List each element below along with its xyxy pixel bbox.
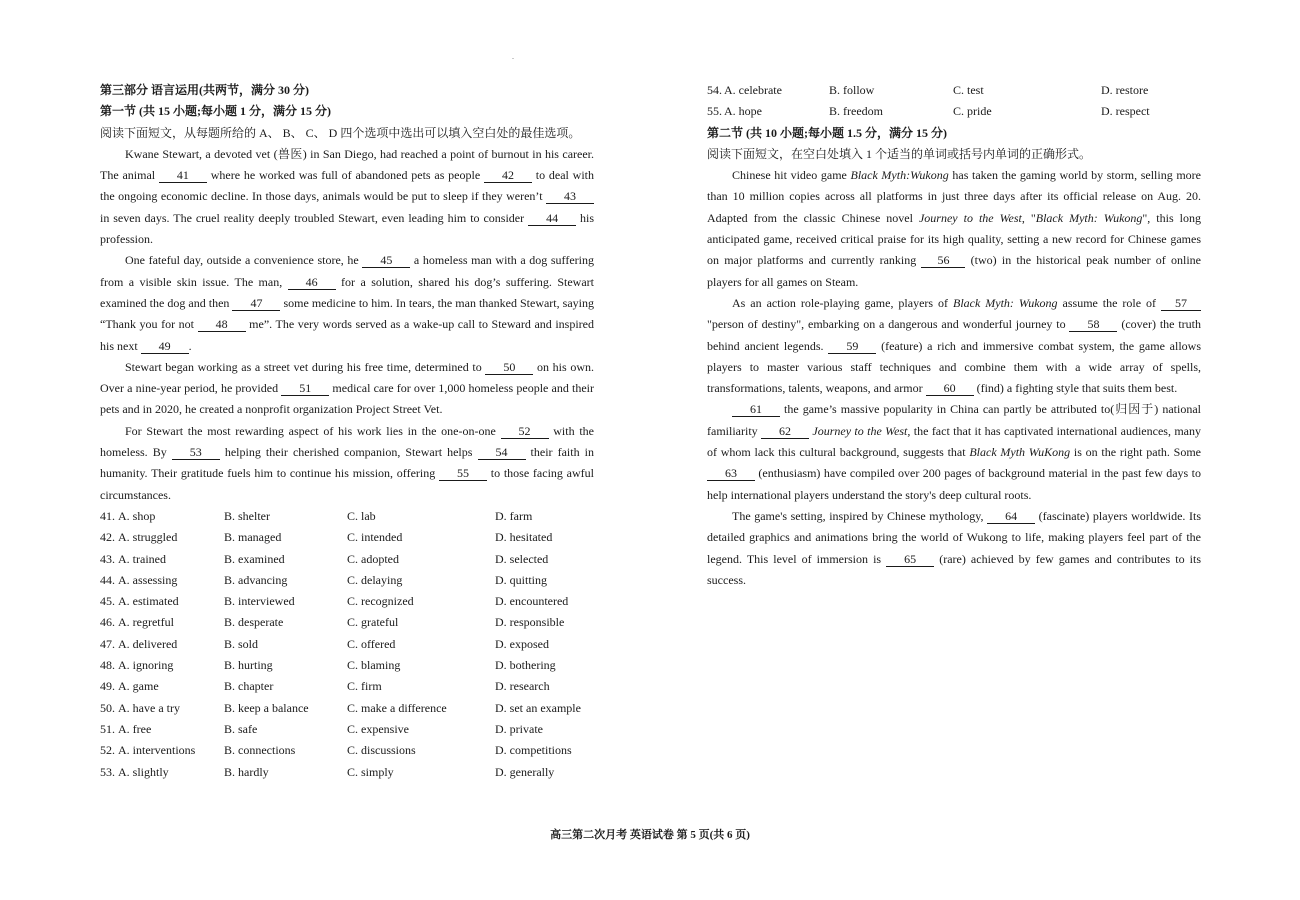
blank-46: 46	[288, 276, 336, 290]
option-row-48: 48. A. ignoring B. hurting C. blaming D. bothering	[100, 658, 556, 673]
option-row-44: 44. A. assessing B. advancing C. delaying D. quitting	[100, 572, 548, 587]
section2-instructions: 阅读下面短文，在空白处填入 1 个适当的单词或括号内单词的正确形式。	[707, 146, 1092, 161]
option-row-43: 43. A. trained B. examined C. adopted D. selected	[100, 551, 549, 566]
options-list-54-55	[707, 80, 1201, 123]
option-row-50: 50. A. have a try B. keep a balance C. make a difference D. set an example	[100, 700, 581, 715]
option-row-54: 54. A. celebrate B. follow C. test D. restore	[707, 83, 1149, 97]
blank-60: 60	[926, 382, 974, 396]
passage2-paragraph-1: Chinese hit video game Black Myth:Wukong has taken the gaming world by storm, selling more than 10 million copies across all platforms in just three days after its official release on Aug. 20. Adapted from the classic Chinese novel Journey to the West, "Black Myth: Wukong", this long anticipated game, received critical praise for its high quality, setting a new record for Chinese games on major platforms and currently ranking 56 (two) in the historical peak number of online players for all games on Steam.	[707, 168, 1201, 289]
blank-62: 62	[761, 425, 809, 439]
blank-57: 57	[1161, 297, 1201, 311]
option-row-49: 49. A. game B. chapter C. firm D. research	[100, 679, 550, 694]
right-column	[707, 80, 1201, 591]
passage2-paragraph-2: As an action role-playing game, players of Black Myth: Wukong assume the role of 57 "person of destiny", embarking on a dangerous and wonderful journey to 58 (cover) the truth behind ancient legends. 59 (feature) a rich and immersive combat system, the game allows players to master various staff techniques and combine them with a wide array of spells, transformations, talents, weapons, and armor 60 (find) a fighting style that suits them best.	[707, 295, 1202, 396]
blank-47: 47	[232, 297, 280, 311]
blank-44: 44	[528, 212, 576, 226]
passage1-paragraph-1: Kwane Stewart, a devoted vet (兽医) in San Diego, had reached a point of burnout in his career. The animal 41 where he worked was full of abandoned pets as people 42 to deal with the ongoing economic decline. In those days, animals would be put to sleep if they weren’t 43 in seven days. The cruel reality deeply troubled Stewart, even leading him to consider 44 his profession.	[100, 146, 595, 247]
blank-55: 55	[439, 467, 487, 481]
blank-50: 50	[485, 361, 533, 375]
option-row-46: 46. A. regretful B. desperate C. grateful D. responsible	[100, 615, 565, 630]
blank-51: 51	[281, 382, 329, 396]
blank-49: 49	[141, 340, 189, 354]
passage1-paragraph-4: For Stewart the most rewarding aspect of his work lies in the one-on-one 52 with the homeless. By 53 helping their cherished companion, Stewart helps 54 their faith in humanity. Their gratitude fuels him to continue his mission, offering 55 to those facing awful circumstances.	[100, 423, 595, 502]
passage1-paragraph-3: Stewart began working as a street vet during his free time, determined to 50 on his own. Over a nine-year period, he provided 51 medical care for over 1,000 homeless people and their pets and in 2020, he created a nonprofit organization Project Street Vet.	[100, 359, 595, 417]
blank-61: 61	[732, 403, 780, 417]
blank-52: 52	[501, 425, 549, 439]
blank-41: 41	[159, 169, 207, 183]
part-title: 第三部分 语言运用(共两节，满分 30 分)	[100, 83, 309, 97]
option-row-47: 47. A. delivered B. sold C. offered D. exposed	[100, 636, 549, 651]
blank-48: 48	[198, 318, 246, 332]
option-row-41: 41. A. shop B. shelter C. lab D. farm	[100, 508, 533, 523]
option-row-52: 52. A. interventions B. connections C. discussions D. competitions	[100, 743, 572, 758]
options-list-41-53	[100, 506, 594, 783]
option-row-45: 45. A. estimated B. interviewed C. recognized D. encountered	[100, 594, 569, 609]
left-column	[100, 80, 594, 783]
page-footer: 高三第二次月考 英语试卷 第 5 页(共 6 页)	[550, 829, 750, 841]
blank-56: 56	[921, 254, 965, 268]
blank-63: 63	[707, 467, 755, 481]
section1-title: 第一节 (共 15 小题;每小题 1 分，满分 15 分)	[100, 104, 331, 119]
blank-53: 53	[172, 446, 220, 460]
option-row-42: 42. A. struggled B. managed C. intended D. hesitated	[100, 530, 553, 545]
blank-42: 42	[484, 169, 532, 183]
option-row-55: 55. A. hope B. freedom C. pride D. respect	[707, 104, 1150, 119]
passage2-paragraph-4: The game's setting, inspired by Chinese mythology, 64 (fascinate) players worldwide. Its detailed graphics and animations bring the world of Wukong to life, making players feel part of the legend. This level of immersion is 65 (rare) achieved by few games and contributes to its success.	[707, 508, 1202, 587]
blank-54: 54	[478, 446, 526, 460]
blank-59: 59	[828, 340, 876, 354]
option-row-51: 51. A. free B. safe C. expensive D. private	[100, 721, 543, 736]
scan-dot: .	[512, 52, 514, 61]
blank-45: 45	[362, 254, 410, 268]
passage1-paragraph-2: One fateful day, outside a convenience store, he 45 a homeless man with a dog suffering from a visible skin issue. The man, 46 for a solution, shared his dog’s suffering. Stewart examined the dog and then 47 some medicine to him. In tears, the man thanked Stewart, saying “Thank you for not 48 me”. The very words served as a wake-up call to Steward and inspired his next 49 .	[100, 253, 594, 353]
option-row-53: 53. A. slightly B. hardly C. simply D. generally	[100, 764, 555, 779]
section1-instructions: 阅读下面短文，从每题所给的 A、 B、 C、 D 四个选项中选出可以填入空白处的最佳选项。	[100, 125, 581, 140]
blank-65: 65	[886, 553, 934, 567]
blank-64: 64	[987, 510, 1035, 524]
section2-title: 第二节 (共 10 小题;每小题 1.5 分，满分 15 分)	[707, 125, 947, 140]
blank-58: 58	[1069, 318, 1117, 332]
passage2-paragraph-3: 61 the game’s massive popularity in China can partly be attributed to(归因于) national familiarity 62 Journey to the West, the fact that it has captivated international audiences, many of whom lack this cultural background, suggests that Black Myth WuKong is on the right path. Some 63 (enthusiasm) have compiled over 200 pages of background material in the past few days to help international players understand the story's deep cultural roots.	[707, 402, 1202, 502]
blank-43: 43	[546, 190, 594, 204]
